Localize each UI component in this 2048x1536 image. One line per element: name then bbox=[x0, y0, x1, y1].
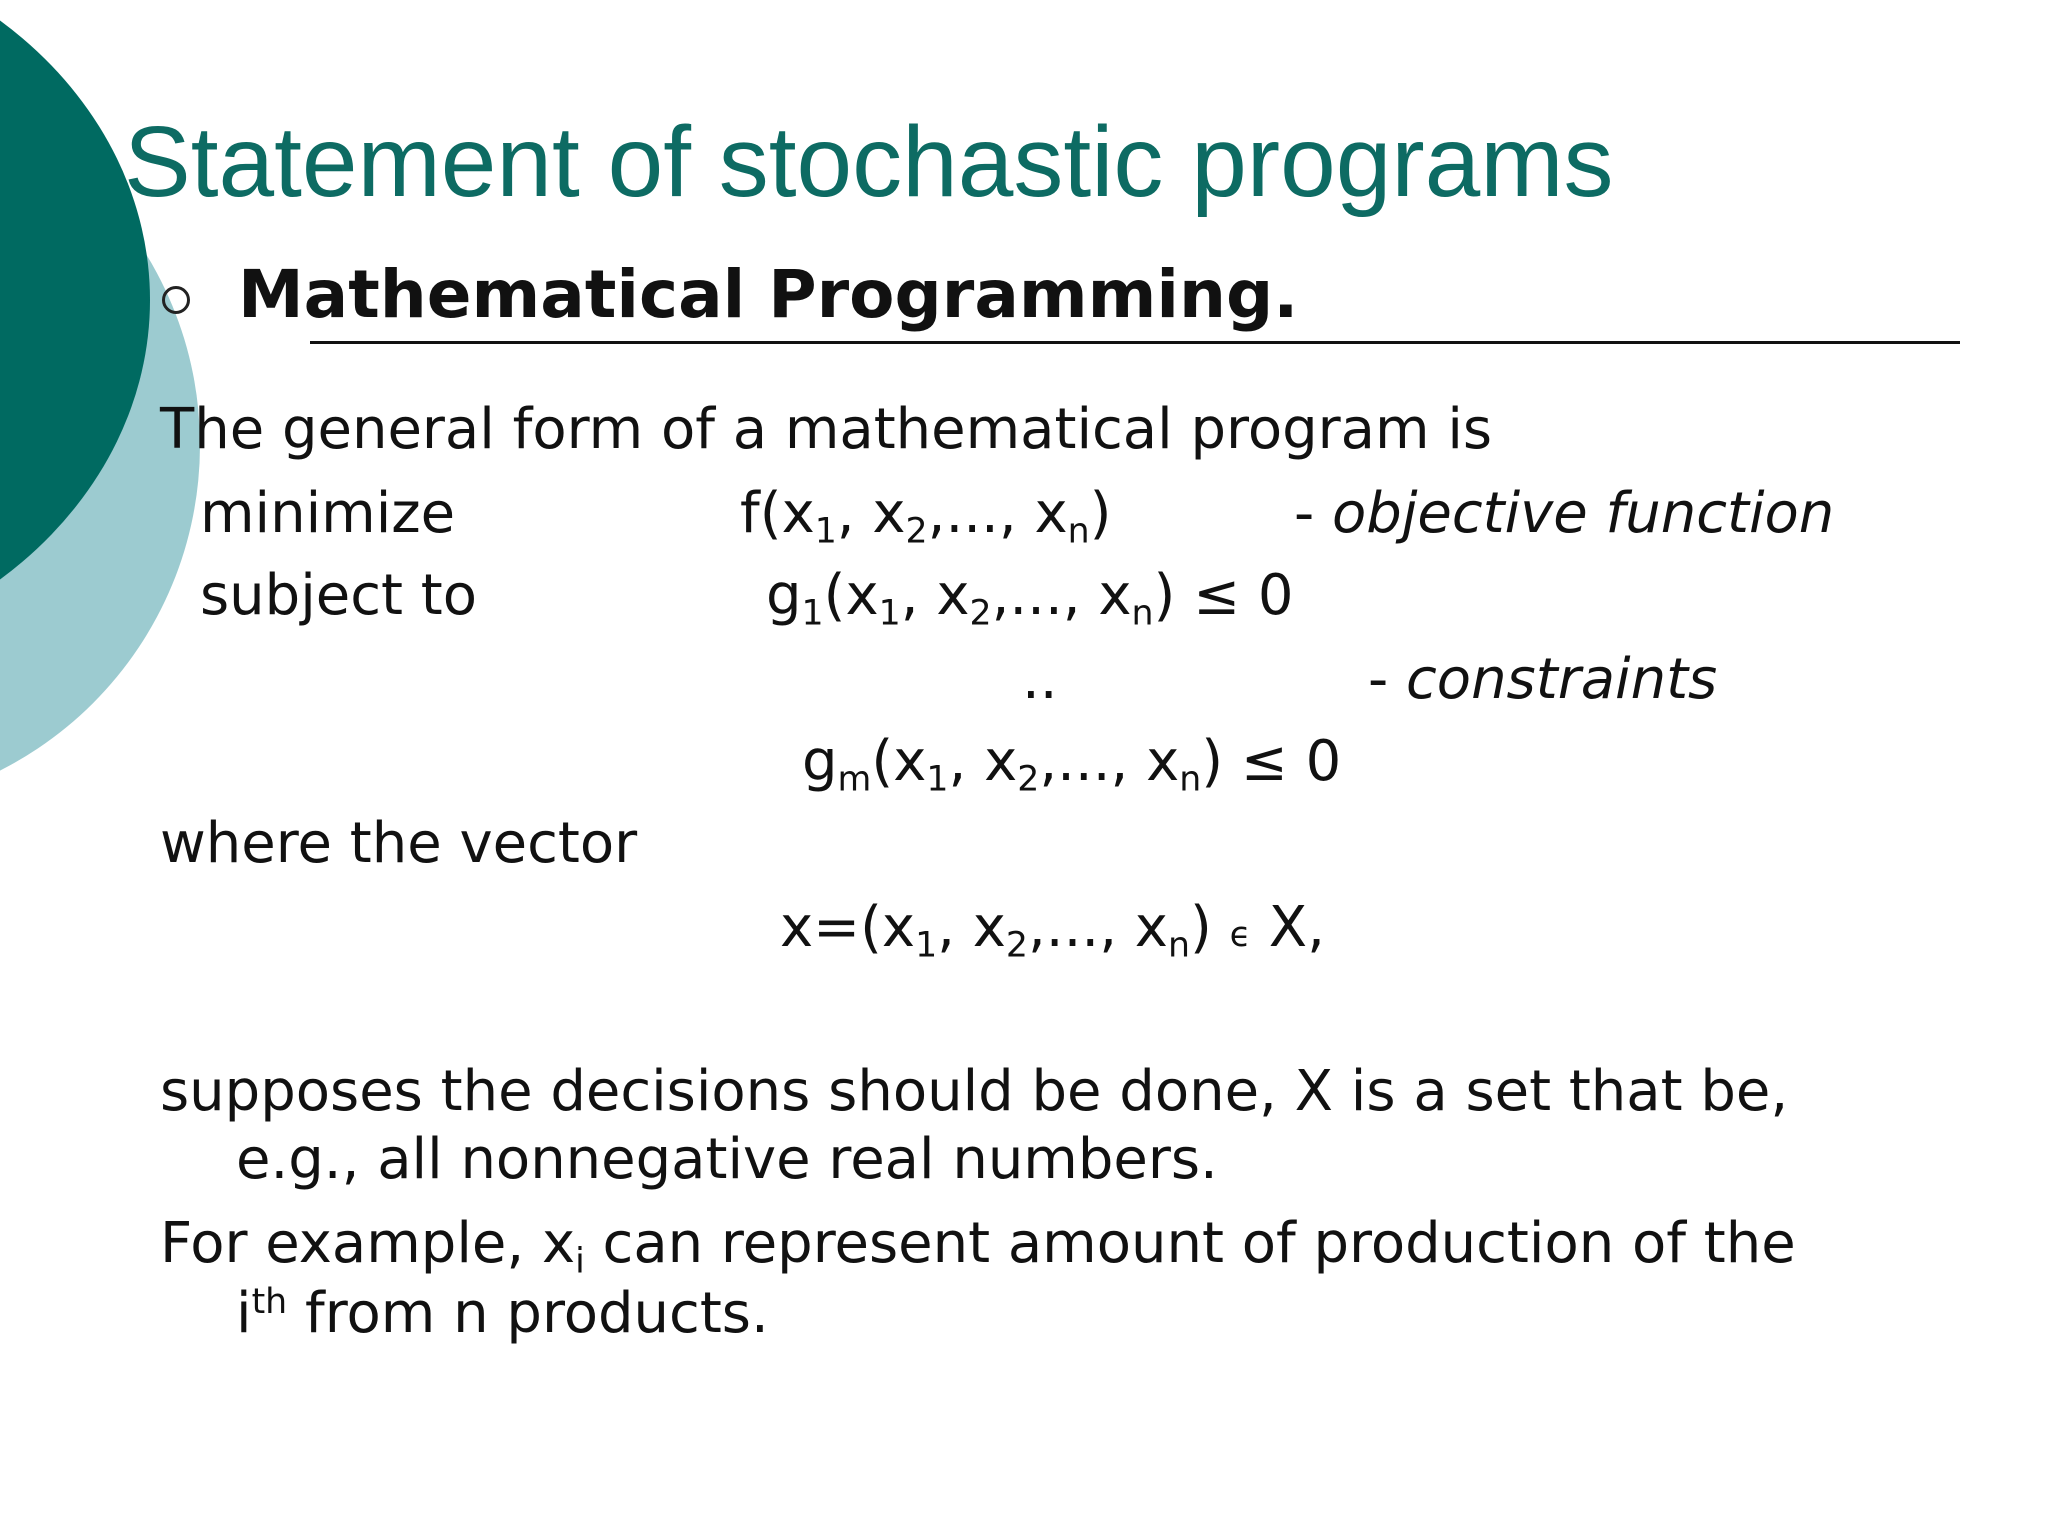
where-text: where the vector bbox=[160, 811, 638, 876]
example-line-2: $i^{th}$ from n products. bbox=[236, 1281, 769, 1346]
constraint-m: $g_m(x_1$, $x_2$,..., $x_n) \le 0$ bbox=[802, 729, 1342, 800]
example-line-1: For example, $x_i$ can represent amount of production of the bbox=[160, 1211, 1796, 1282]
constraint-1: $g_1(x_1$, $x_2$,..., $x_n) \le 0$ bbox=[766, 563, 1294, 634]
slide-title: Statement of stochastic programs bbox=[124, 106, 1614, 218]
constraints-note: - constraints bbox=[1368, 647, 1718, 712]
supposes-line-2: e.g., all nonnegative real numbers. bbox=[236, 1127, 1218, 1192]
ellipsis-dots: .. bbox=[1022, 647, 1058, 712]
subject-to-label: subject to bbox=[200, 563, 477, 628]
intro-text: The general form of a mathematical program is bbox=[160, 397, 1493, 462]
hollow-circle-bullet-icon bbox=[162, 286, 190, 314]
objective-expression: $f(x_1$, $x_2$,..., $x_n$) bbox=[740, 481, 1112, 552]
heading-underline bbox=[310, 341, 1960, 344]
supposes-line-1: supposes the decisions should be done, X is a set that be, bbox=[160, 1059, 1789, 1124]
section-heading: Mathematical Programming. bbox=[238, 256, 1299, 333]
objective-note: - objective function bbox=[1294, 481, 1835, 546]
vector-expression: $x=(x_1$, $x_2$,..., $x_n$) ϵ X, bbox=[780, 895, 1325, 966]
minimize-label: minimize bbox=[200, 481, 456, 546]
